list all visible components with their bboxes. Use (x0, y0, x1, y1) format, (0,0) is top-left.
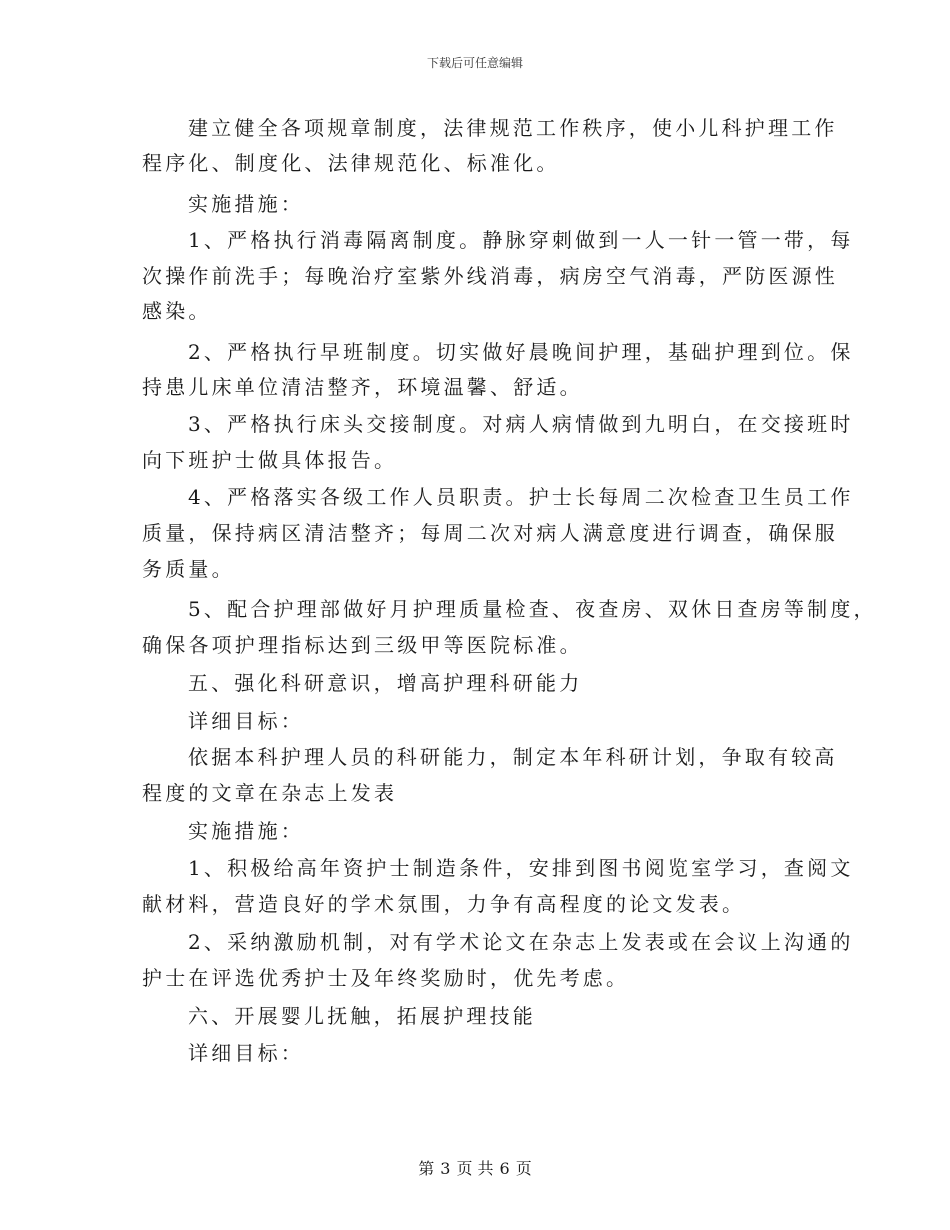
paragraph-line: 程度的文章在杂志上发表 (142, 781, 398, 805)
paragraph-line: 5、配合护理部做好月护理质量检查、夜查房、双休日查房等制度， (188, 597, 877, 621)
total-pages-number: 6 (499, 1159, 510, 1178)
paragraph-line: 护士在评选优秀护士及年终奖励时，优先考虑。 (142, 966, 630, 990)
paragraph-line: 次操作前洗手；每晚治疗室紫外线消毒，病房空气消毒，严防医源性 (142, 264, 838, 288)
paragraph-line: 4、严格落实各级工作人员职责。护士长每周二次检查卫生员工作 (188, 485, 854, 509)
section-heading: 六、开展婴儿抚触，拓展护理技能 (188, 1004, 536, 1028)
section-heading: 五、强化科研意识，增高护理科研能力 (188, 671, 583, 695)
footer-mid: 页 共 (456, 1159, 494, 1178)
paragraph-line: 2、严格执行早班制度。切实做好晨晚间护理，基础护理到位。保 (188, 340, 854, 364)
paragraph-line: 1、严格执行消毒隔离制度。静脉穿刺做到一人一针一管一带，每 (188, 228, 854, 252)
footer-prefix: 第 (418, 1159, 435, 1178)
page-footer (0, 1156, 950, 1179)
paragraph-line: 实施措施： (188, 192, 304, 216)
paragraph-line: 程序化、制度化、法律规范化、标准化。 (142, 151, 560, 175)
paragraph-line: 感染。 (142, 299, 212, 323)
paragraph-line: 2、采纳激励机制，对有学术论文在杂志上发表或在会议上沟通的 (188, 930, 854, 954)
paragraph-line: 向下班护士做具体报告。 (142, 448, 398, 472)
footer-suffix: 页 (515, 1159, 532, 1178)
paragraph-line: 详细目标： (188, 709, 304, 733)
page-header: 下载后可任意编辑 (426, 56, 523, 70)
paragraph-line: 实施措施： (188, 819, 304, 843)
paragraph-line: 依据本科护理人员的科研能力，制定本年科研计划，争取有较高 (188, 745, 838, 769)
paragraph-line: 确保各项护理指标达到三级甲等医院标准。 (142, 633, 583, 657)
paragraph-line: 详细目标： (188, 1041, 304, 1065)
paragraph-line: 献材料，营造良好的学术氛围，力争有高程度的论文发表。 (142, 892, 746, 916)
paragraph-line: 质量，保持病区清洁整齐；每周二次对病人满意度进行调查，确保服 (142, 521, 838, 545)
paragraph-line: 建立健全各项规章制度，法律规范工作秩序，使小儿科护理工作 (188, 116, 838, 140)
paragraph-line: 1、积极给高年资护士制造条件，安排到图书阅览室学习，查阅文 (188, 856, 854, 880)
paragraph-line: 3、严格执行床头交接制度。对病人病情做到九明白，在交接班时 (188, 412, 854, 436)
paragraph-line: 务质量。 (142, 557, 235, 581)
paragraph-line: 持患儿床单位清洁整齐，环境温馨、舒适。 (142, 375, 583, 399)
current-page-number: 3 (440, 1159, 451, 1178)
